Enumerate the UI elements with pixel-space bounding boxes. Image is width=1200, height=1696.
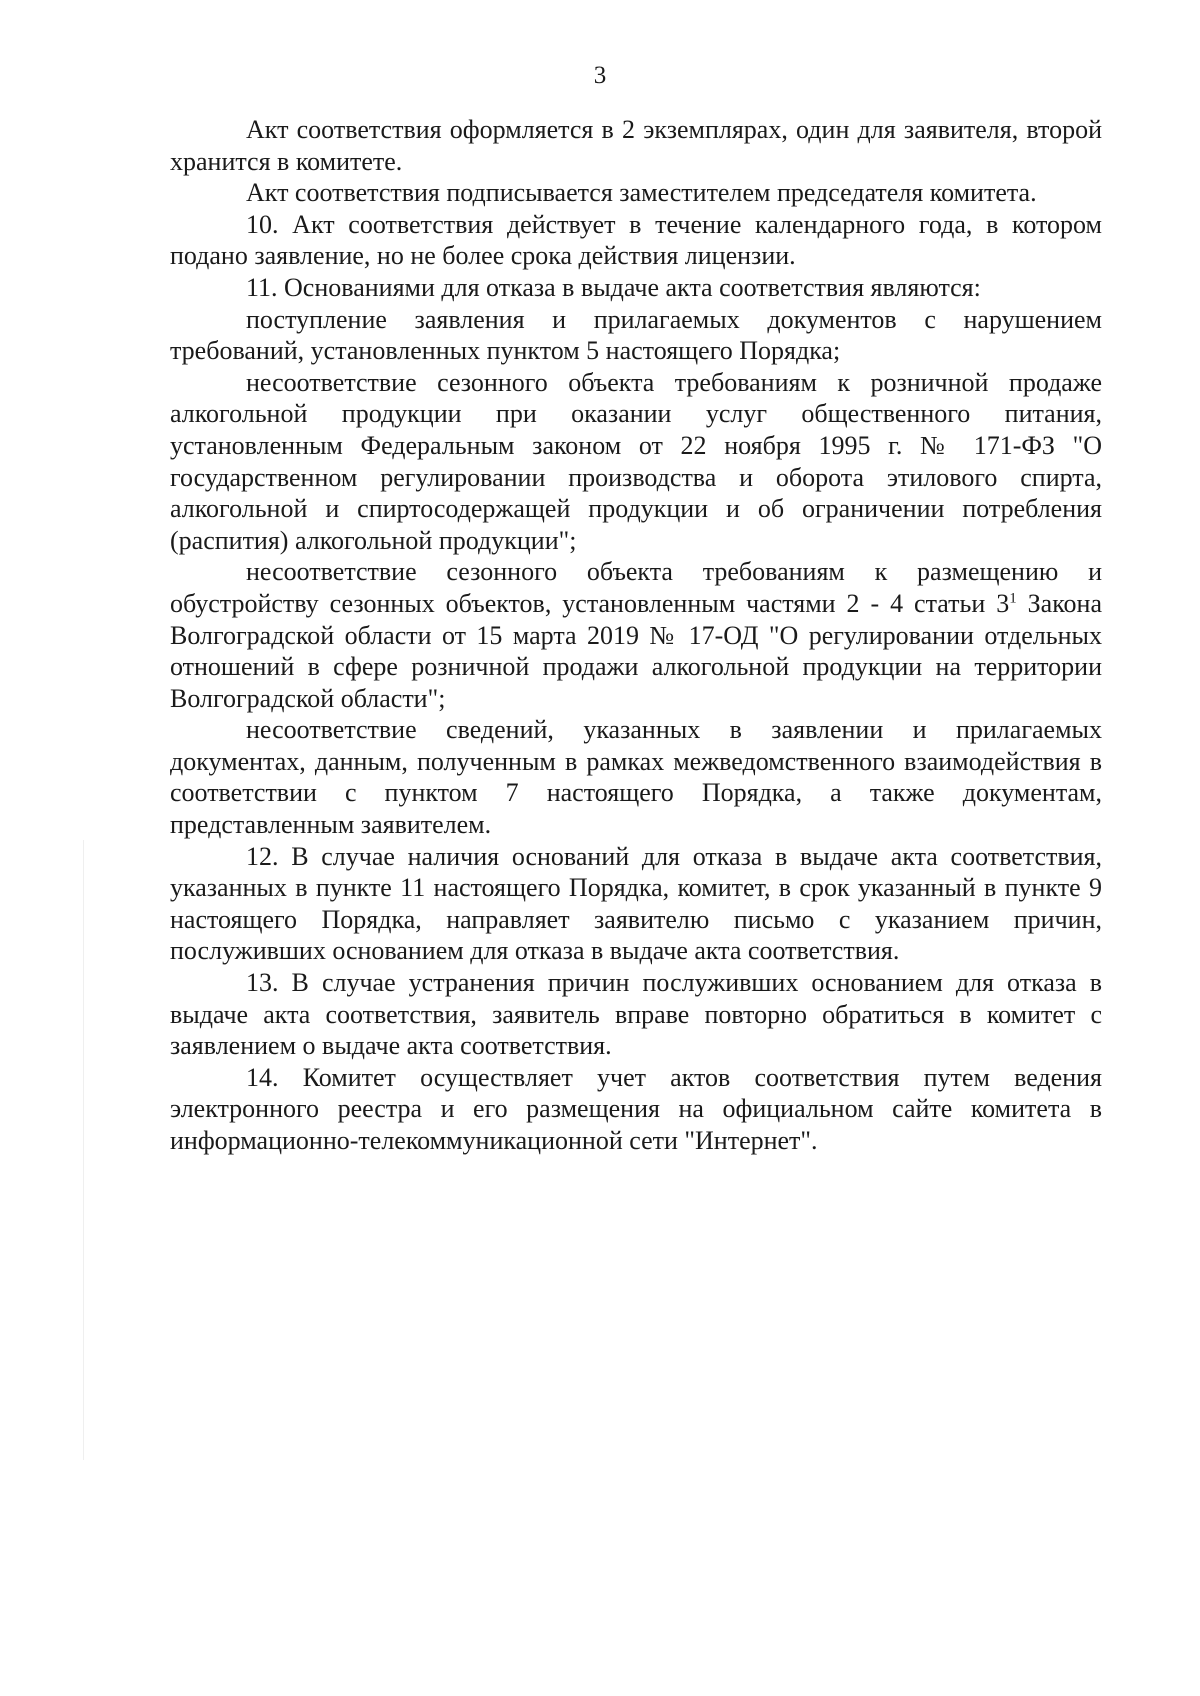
paragraph-act-signature: Акт соответствия подписывается заместителем председателя комитета. bbox=[246, 178, 1037, 208]
paragraph-item-12: 12. В случае наличия оснований для отказа в выдаче акта соответствия, указанных в пункте 11 настоящего Порядка, комитет, в срок указанный в пункте 9 настоящего Порядка, направляет заявителю письмо с указанием причин, послуживших основанием для отказа в выдаче акта соответствия. bbox=[170, 841, 1102, 966]
paragraph-act-copies: Акт соответствия оформляется в 2 экземплярах, один для заявителя, второй хранится в комитете. bbox=[170, 115, 1102, 176]
page-number: 3 bbox=[593, 62, 607, 89]
refusal-ground-3-text-end: Закона Волгоградской области от 15 марта 2019 № 17-ОД "О регулировании отдельных отношений в сфере розничной продажи алкогольной продукции на территории Волгоградской области"; bbox=[170, 588, 1102, 713]
paragraph-item-14: 14. Комитет осуществляет учет актов соответствия путем ведения электронного реестра и его размещения на официальном сайте комитета в информационно-телекоммуникационной сети "Интернет". bbox=[170, 1062, 1102, 1155]
document-body bbox=[170, 114, 1102, 1157]
refusal-ground-3-text-start: несоответствие сезонного объекта требованиям к размещению и обустройству сезонных объектов, установленным частями 2 - 4 статьи 3 bbox=[170, 557, 1102, 618]
paragraph-refusal-ground-2: несоответствие сезонного объекта требованиям к розничной продаже алкогольной продукции при оказании услуг общественного питания, установленным Федеральным законом от 22 ноября 1995 г. № 171-ФЗ "О государственном регулировании производства и оборота этилового спирта, алкогольной и спиртосодержащей продукции и об ограничении потребления (распития) алкогольной продукции"; bbox=[170, 367, 1102, 555]
scan-artifact-line bbox=[83, 840, 84, 1460]
paragraph-refusal-ground-1: поступление заявления и прилагаемых документов с нарушением требований, установленных пунктом 5 настоящего Порядка; bbox=[170, 304, 1102, 366]
paragraph-item-10: 10. Акт соответствия действует в течение календарного года, в котором подано заявление, но не более срока действия лицензии. bbox=[170, 209, 1102, 271]
paragraph-item-11: 11. Основаниями для отказа в выдаче акта соответствия являются: bbox=[246, 272, 981, 302]
paragraph-refusal-ground-4: несоответствие сведений, указанных в заявлении и прилагаемых документах, данным, полученным в рамках межведомственного взаимодействия в соответствии с пунктом 7 настоящего Порядка, а также документам, представленным заявителем. bbox=[170, 715, 1102, 840]
paragraph-item-13: 13. В случае устранения причин послуживших основанием для отказа в выдаче акта соответствия, заявитель вправе повторно обратиться в комитет с заявлением о выдаче акта соответствия. bbox=[170, 968, 1102, 1061]
paragraph-refusal-ground-3 bbox=[170, 556, 1102, 714]
article-superscript: 1 bbox=[1009, 590, 1017, 607]
